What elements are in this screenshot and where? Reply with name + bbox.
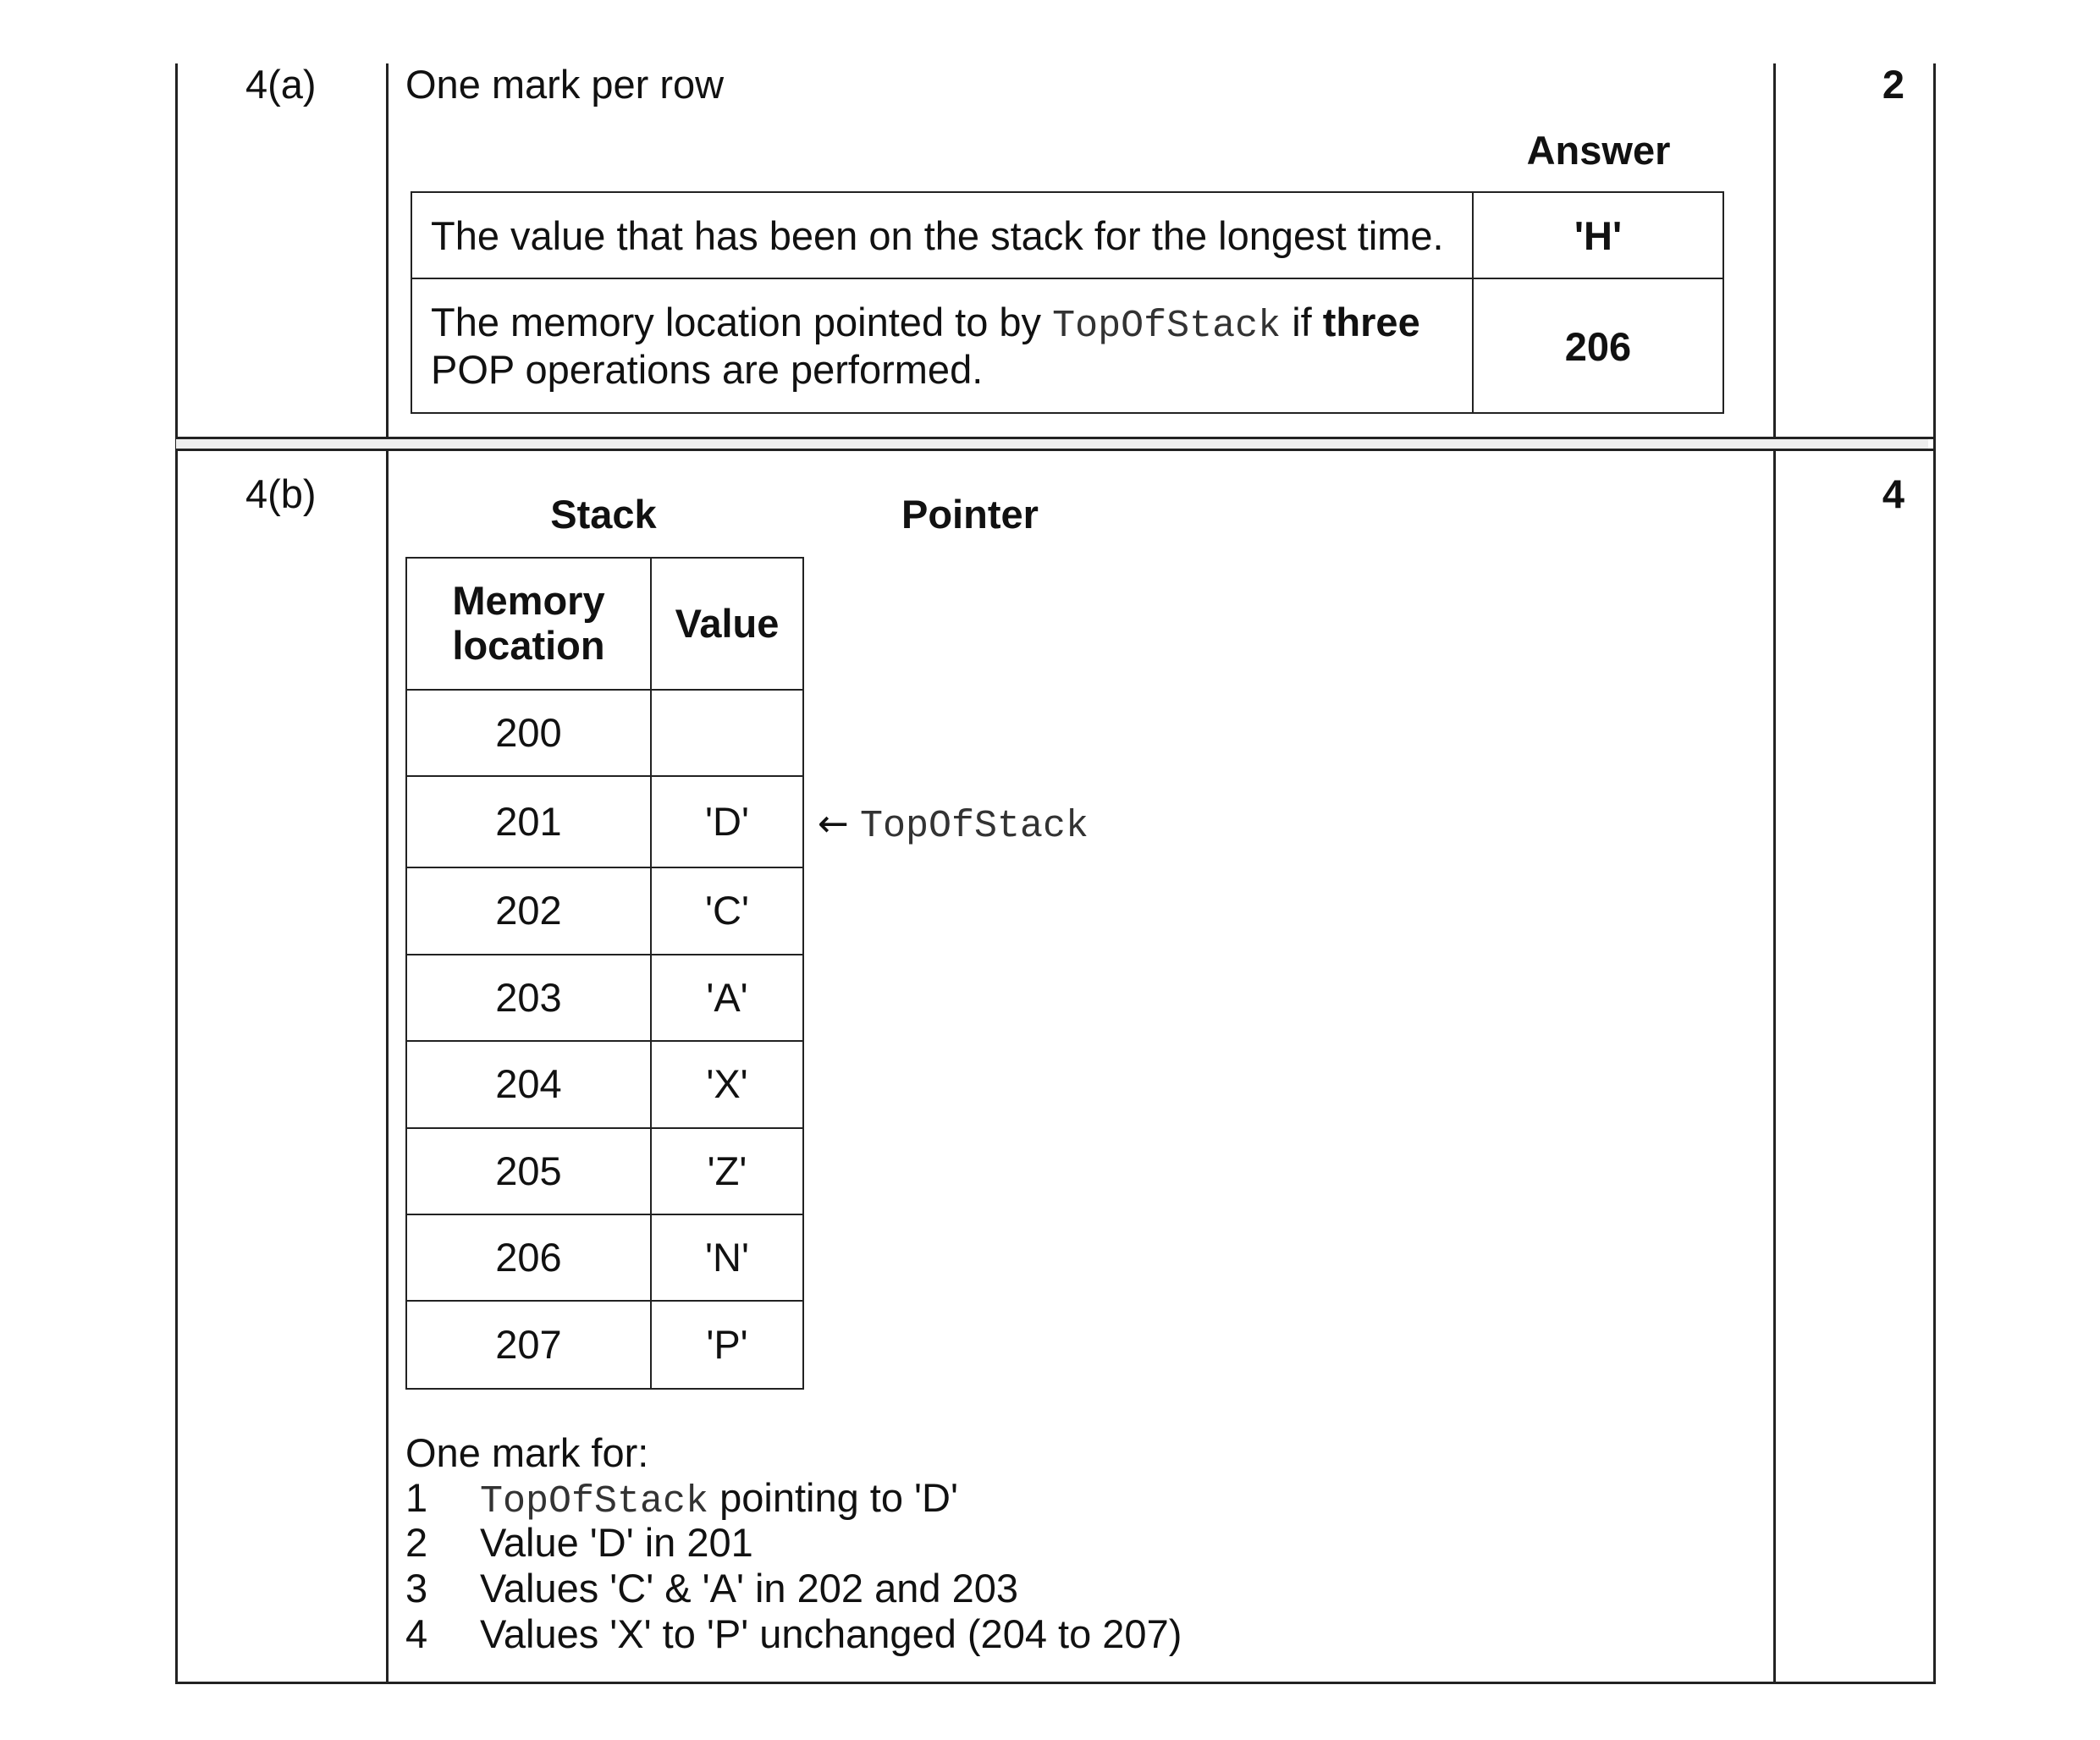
question-label-4b: 4(b) (245, 471, 317, 516)
mark-point-number: 4 (405, 1611, 428, 1656)
stack-row-location: 206 (495, 1234, 562, 1280)
mark-scheme-intro: One mark for: (405, 1430, 649, 1475)
outer-left-border (175, 63, 178, 1684)
instruction-4a: One mark per row (405, 62, 725, 107)
stack-row-location: 200 (495, 709, 562, 755)
mark-point-number: 2 (405, 1520, 428, 1565)
pointer-heading: Pointer (901, 492, 1039, 537)
answer-row-2-answer: 206 (1564, 324, 1632, 369)
answer-table-bottom (411, 412, 1724, 414)
marks-4b: 4 (1882, 471, 1904, 516)
mark-point-text (480, 1475, 958, 1524)
marks-4a: 2 (1882, 62, 1904, 107)
stack-row-value: 'X' (706, 1061, 748, 1107)
answer-column-header: Answer (1526, 128, 1671, 173)
left-arrow-icon: ← (818, 802, 849, 845)
answer-table-left (411, 191, 412, 414)
top-of-stack-pointer (818, 800, 1089, 849)
stack-row-value: 'D' (705, 798, 749, 844)
stack-row-location: 203 (495, 974, 562, 1020)
stack-header-memory-line1: Memory (452, 578, 605, 624)
column-divider-marks (1773, 63, 1776, 1684)
stack-row-location: 201 (495, 798, 562, 844)
column-divider-label (386, 63, 389, 1684)
mark-point-desc: pointing to 'D' (708, 1475, 958, 1520)
stack-row-location: 204 (495, 1061, 562, 1107)
mark-point-number: 1 (405, 1475, 428, 1520)
answer-row-1-answer: 'H' (1574, 213, 1623, 258)
mark-point-text: Value 'D' in 201 (480, 1520, 753, 1565)
answer-table-row-divider (411, 278, 1724, 279)
stack-table-right (802, 557, 804, 1390)
answer-row-2-bold: three (1322, 300, 1420, 344)
mark-point-text: Values 'C' & 'A' in 202 and 203 (480, 1566, 1018, 1611)
mark-point-number: 3 (405, 1566, 428, 1611)
stack-row-location: 202 (495, 888, 562, 933)
answer-row-2-text-b: if (1281, 300, 1323, 344)
stack-row-location: 207 (495, 1321, 562, 1367)
row-separator-bottom (175, 449, 1936, 451)
stack-row-value: 'N' (705, 1234, 749, 1280)
pointer-name: TopOfStack (859, 805, 1089, 848)
answer-row-2-code: TopOfStack (1052, 305, 1281, 348)
mark-point-text: Values 'X' to 'P' unchanged (204 to 207) (480, 1611, 1182, 1656)
mark-point-code: TopOfStack (480, 1480, 709, 1523)
stack-row-value: 'P' (706, 1321, 748, 1367)
stack-header-memory-location (407, 559, 650, 689)
answer-row-2-text-a: The memory location pointed to by (431, 300, 1053, 344)
outer-bottom-border (175, 1682, 1936, 1684)
stack-row-location: 205 (495, 1148, 562, 1193)
stack-heading: Stack (550, 492, 657, 537)
outer-right-border (1933, 63, 1936, 1684)
stack-header-memory-line2: location (452, 623, 605, 668)
stack-row-value: 'A' (706, 974, 748, 1020)
row-separator-top (175, 437, 1936, 439)
stack-row-value (652, 691, 802, 775)
question-label-4a: 4(a) (245, 62, 317, 107)
answer-row-2-question-line2: POP operations are performed. (431, 347, 984, 392)
stack-row-value: 'C' (705, 888, 749, 933)
answer-row-1-question: The value that has been on the stack for the longest time. (431, 213, 1444, 258)
stack-row-value: 'Z' (707, 1148, 747, 1193)
answer-row-2-question (431, 300, 1420, 349)
answer-table-right (1722, 191, 1724, 414)
stack-header-value: Value (675, 600, 780, 646)
answer-table-top (411, 191, 1724, 193)
stack-table-bottom (405, 1388, 804, 1390)
